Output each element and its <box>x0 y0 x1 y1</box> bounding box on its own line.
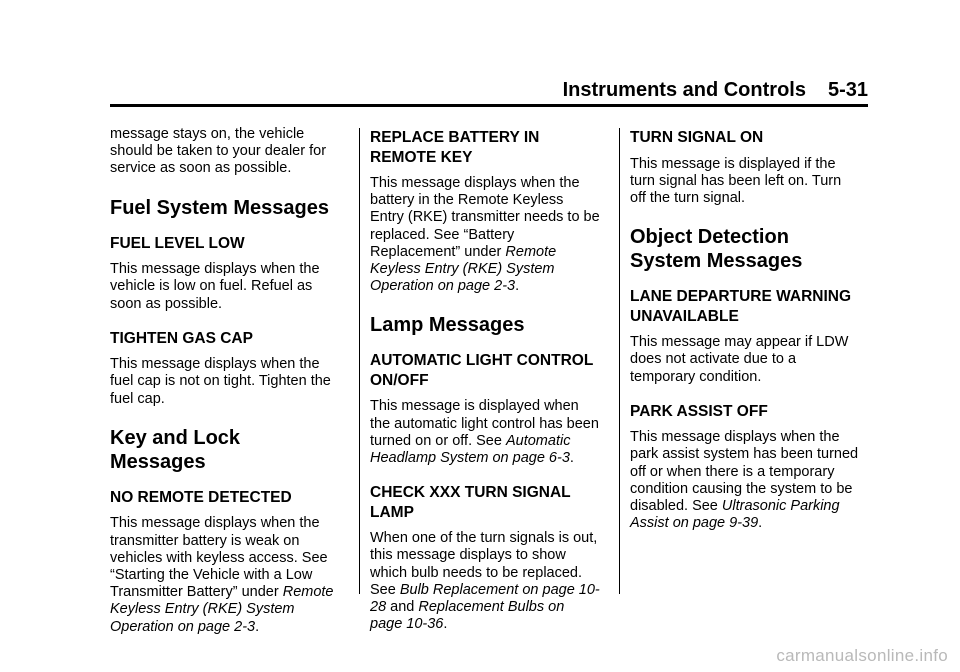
auto-light-heading: AUTOMATIC LIGHT CONTROL ON/OFF <box>370 352 594 389</box>
fuel-level-low-text: This message displays when the vehicle is low on fuel. Refuel as soon as possible. <box>110 261 320 312</box>
rke-page-reference[interactable]: Remote Keyless Entry (RKE) System Operation on page 2-3 <box>110 584 334 635</box>
lamp-messages-heading: Lamp Messages <box>370 314 525 337</box>
turn-lamp-text <box>370 530 600 633</box>
page-header <box>563 78 868 102</box>
header-page-number: 5-31 <box>827 79 868 101</box>
auto-light-body: This message is displayed when the automatic light control has been turned on or off. See <box>370 398 599 449</box>
rke-page-reference[interactable]: Remote Keyless Entry (RKE) System Operation on page 2-3 <box>370 243 557 295</box>
no-remote-body: This message displays when the transmitter battery is weak on vehicles with keyless access. See “Starting the Vehicle with a Low Transmitter Battery” under <box>110 515 328 601</box>
park-assist-off-heading: PARK ASSIST OFF <box>630 402 768 420</box>
column-right <box>630 126 860 532</box>
fuel-system-heading: Fuel System Messages <box>110 196 329 219</box>
tighten-gas-cap-text: This message displays when the fuel cap is not on tight. Tighten the fuel cap. <box>110 356 331 407</box>
fuel-level-low-heading: FUEL LEVEL LOW <box>110 234 245 252</box>
ldw-unavailable-heading: LANE DEPARTURE WARNING UNAVAILABLE <box>630 288 852 325</box>
auto-light-text <box>370 398 600 467</box>
turn-lamp-and: and <box>386 599 419 616</box>
parking-assist-reference[interactable]: Ultrasonic Parking Assist on page 9-39 <box>630 498 840 532</box>
turn-lamp-heading: CHECK XXX TURN SIGNAL LAMP <box>370 484 571 521</box>
replace-battery-text <box>370 175 600 295</box>
turn-lamp-body: When one of the turn signals is out, this message displays to show which bulb needs to be replaced. See <box>370 530 598 598</box>
tighten-gas-cap-heading: TIGHTEN GAS CAP <box>110 329 253 347</box>
no-remote-text <box>110 515 340 635</box>
ldw-unavailable-text: This message may appear if LDW does not activate due to a temporary condition. <box>630 334 849 385</box>
replace-battery-body: This message displays when the battery in the Remote Keyless Entry (RKE) transmitter needs to be replaced. See “Battery Replacement” under <box>370 175 600 260</box>
no-remote-heading: NO REMOTE DETECTED <box>110 488 292 506</box>
header-section-title: Instruments and Controls <box>562 79 806 101</box>
replace-battery-heading: REPLACE BATTERY IN REMOTE KEY <box>370 129 540 166</box>
turn-signal-on-heading: TURN SIGNAL ON <box>630 129 764 146</box>
replacement-bulbs-reference[interactable]: Replacement Bulbs on page 10-36 <box>370 599 565 633</box>
header-rule <box>110 104 868 107</box>
turn-signal-on-text: This message is displayed if the turn signal has been left on. Turn off the turn signal. <box>630 155 842 206</box>
column-middle <box>370 126 600 633</box>
turn-lamp-end: . <box>443 616 448 633</box>
object-detection-heading: Object Detection System Messages <box>630 226 803 273</box>
key-lock-heading: Key and Lock Messages <box>110 426 241 473</box>
park-assist-body: This message displays when the park assist system has been turned off or when there is a temporary condition causing the system to be disabled. See <box>630 429 859 515</box>
column-divider <box>359 128 360 594</box>
auto-light-end: . <box>569 450 574 467</box>
bulb-replacement-reference[interactable]: Bulb Replacement on page 10-28 <box>370 581 600 616</box>
park-assist-end: . <box>758 515 763 532</box>
column-left <box>110 126 340 636</box>
no-remote-end: . <box>255 618 260 635</box>
column-divider <box>619 128 620 594</box>
headlamp-page-reference[interactable]: Automatic Headlamp System on page 6-3 <box>370 432 571 467</box>
replace-battery-end: . <box>515 278 520 295</box>
watermark: carmanualsonline.info <box>776 646 948 665</box>
park-assist-off-text <box>630 429 860 532</box>
intro-paragraph: message stays on, the vehicle should be taken to your dealer for service as soon as possible. <box>110 126 327 177</box>
